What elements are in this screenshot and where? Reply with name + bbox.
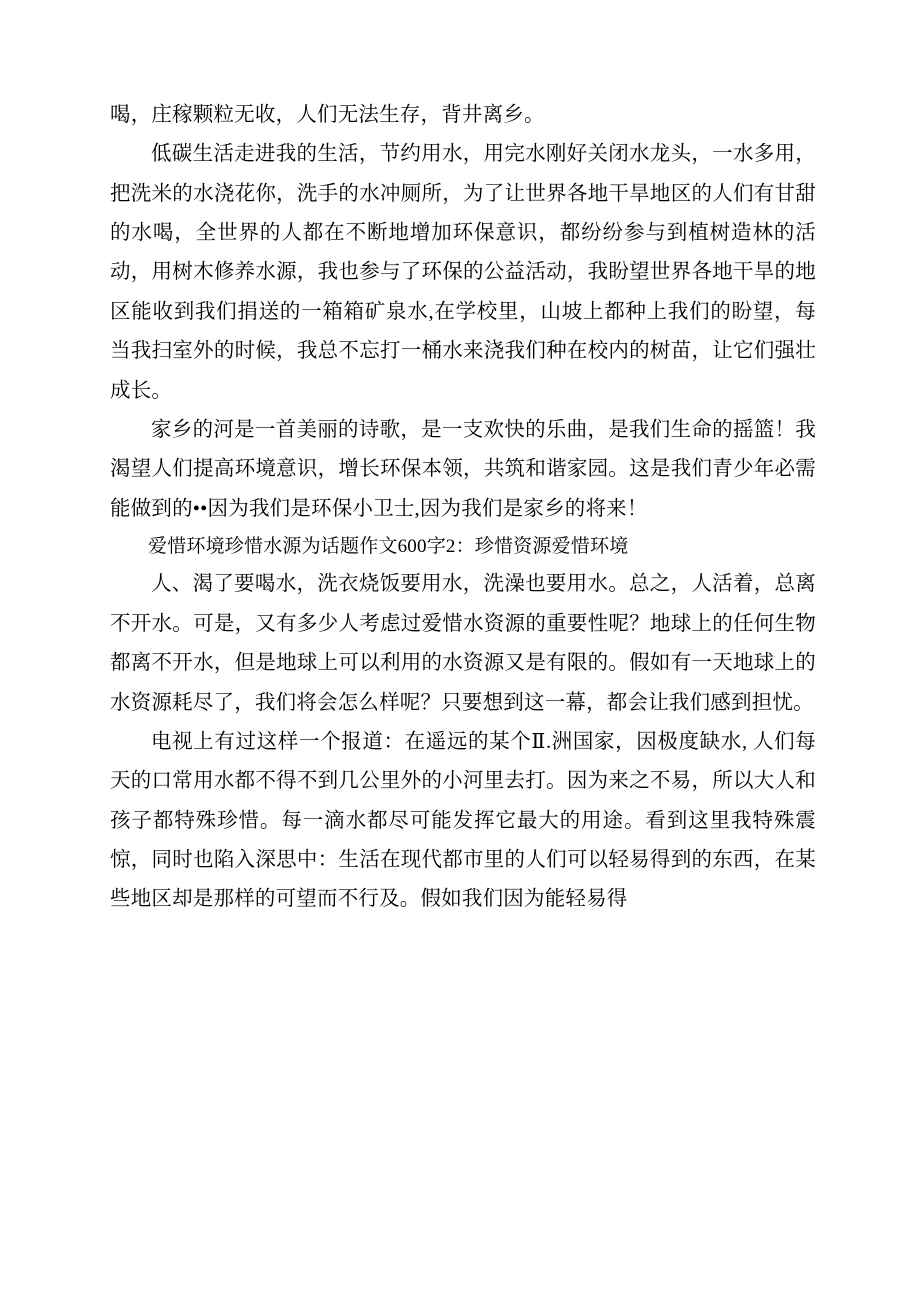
- paragraph-tv-report: 电视上有过这样一个报道：在遥远的某个Ⅱ.洲国家，因极度缺水, 人们每天的口常用水都不得不到几公里外的小河里去打。因为来之不易，所以大人和孩子都特殊珍惜。每一滴水都尽可能发挥它最大的用途。看到这里我特殊震惊，同时也陷入深思中：生活在现代都市里的人们可以轻易得到的东西，在某些地区却是那样的可望而不行及。假如我们因为能轻易得: [110, 730, 816, 911]
- paragraph-continuation: 喝，庄稼颗粒无收，人们无法生存，背井离乡。: [110, 104, 545, 126]
- paragraph-hometown-river: 家乡的河是一首美丽的诗歌，是一支欢快的乐曲，是我们生命的摇篮！我渴望人们提高环境意识，增长环保本领，共筑和谐家园。这是我们青少年必需能做到的••因为我们是环保小卫士,因为我们是家乡的将来！: [110, 418, 816, 520]
- paragraph-people-need-water: 人、渴了要喝水，洗衣烧饭要用水，洗澡也要用水。总之，人活着，总离不开水。可是，又有多少人考虑过爱惜水资源的重要性呢？地球上的任何生物都离不开水，但是地球上可以利用的水资源又是有限的。假如有一天地球上的水资源耗尽了，我们将会怎么样呢？只要想到这一幕，都会让我们感到担忧。: [110, 573, 816, 714]
- section-heading: 爱惜环境珍惜水源为话题作文600字2：珍惜资源爱惜环境: [148, 535, 629, 557]
- paragraph-low-carbon-life: 低碳生活走进我的生活，节约用水，用完水刚好关闭水龙头，一水多用，把洗米的水浇花你，洗手的水冲厕所，为了让世界各地干旱地区的人们有甘甜的水喝，全世界的人都在不断地增加环保意识，都纷纷参与到植树造林的活动，用树木修养水源，我也参与了环保的公益活动，我盼望世界各地干旱的地区能收到我们捐送的一箱箱矿泉水,在学校里，山坡上都种上我们的盼望，每当我扫室外的时候，我总不忘打一桶水来浇我们种在校内的树苗，让它们强壮成长。: [110, 143, 816, 402]
- document-body: [110, 96, 816, 920]
